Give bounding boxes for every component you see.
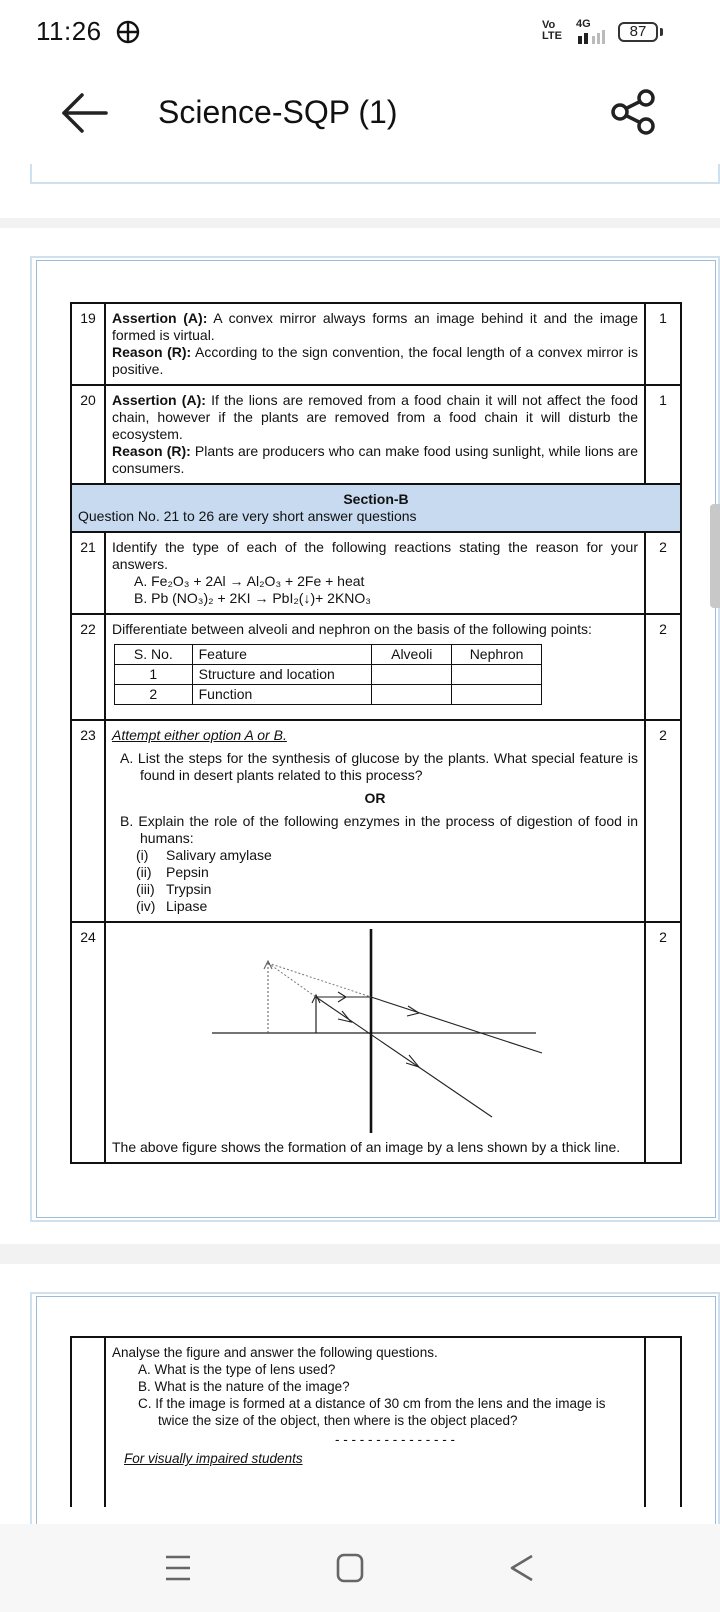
option-a: A. List the steps for the synthesis of glucose by the plants. What special feature is found in desert plants related to this process? [120, 750, 638, 783]
enzyme-list [112, 847, 638, 915]
section-header-row [71, 484, 681, 532]
item-text: Lipase [166, 898, 208, 914]
marks: 2 [645, 922, 681, 1163]
pdf-page-next [0, 1264, 720, 1524]
network-type: 4G [576, 18, 591, 30]
option-b: B. Explain the role of the following enzymes in the process of digestion of food in humans: [120, 813, 638, 846]
reaction-b: B. Pb (NO₃)₂ + 2KI → PbI₂(↓)+ 2KNO₃ [134, 590, 372, 606]
signal-icon [578, 30, 614, 44]
table-row [71, 922, 681, 1163]
question-text: Differentiate between alveoli and nephron on the basis of the following points: [112, 621, 592, 637]
question-20 [105, 385, 645, 484]
comparison-table [114, 644, 542, 705]
reaction-a: A. Fe₂O₃ + 2Al → Al₂O₃ + 2Fe + heat [134, 573, 365, 589]
table-row [71, 614, 681, 720]
item-text: Salivary amylase [166, 847, 272, 863]
cell-feature: Structure and location [192, 665, 372, 685]
arrowhead [406, 1055, 419, 1067]
part-a: A. What is the type of lens used? [138, 1362, 336, 1377]
header-feature: Feature [192, 645, 372, 665]
assertion-label: Assertion (A): [112, 392, 206, 408]
or-separator: OR [364, 790, 386, 806]
question-24 [105, 922, 645, 1163]
question-table [70, 302, 682, 1164]
part-c: C. If the image is formed at a distance of 30 cm from the lens and the image is twice the size of the object, then where is the object placed? [138, 1396, 606, 1428]
question-number: 21 [71, 532, 105, 614]
navigation-bar [0, 1524, 720, 1612]
item-num: (i) [136, 847, 149, 863]
cell-feature: Function [192, 685, 372, 705]
scrollbar-thumb[interactable] [710, 504, 720, 608]
question-23 [105, 720, 645, 922]
marks: 2 [645, 720, 681, 922]
volte-indicator: Vo LTE [542, 19, 562, 42]
cell-alveoli [372, 685, 452, 705]
reason-text: According to the sign convention, the focal length of a convex mirror is positive. [112, 344, 638, 377]
ray-extension [268, 963, 316, 997]
lens-ray-diagram [112, 929, 632, 1133]
question-24-parts [105, 1337, 645, 1507]
ray-optical-centre [316, 997, 492, 1117]
question-number: 22 [71, 614, 105, 720]
document-viewport[interactable] [0, 164, 720, 1524]
section-title: Section-B [343, 491, 409, 507]
page-frame [30, 164, 720, 184]
share-icon[interactable] [608, 86, 660, 138]
marks: 2 [645, 532, 681, 614]
section-subtitle: Question No. 21 to 26 are very short answer questions [78, 508, 417, 524]
analyse-intro: Analyse the figure and answer the following questions. [112, 1345, 438, 1360]
reason-label: Reason (R): [112, 443, 191, 459]
assertion-label: Assertion (A): [112, 310, 208, 326]
question-text: Identify the type of each of the following reactions stating the reason for your answers. [112, 539, 638, 572]
instruction-text: Attempt either option A or B. [112, 727, 287, 743]
table-row [71, 532, 681, 614]
reason-label: Reason (R): [112, 344, 192, 360]
table-row [115, 685, 542, 705]
header-nephron: Nephron [452, 645, 542, 665]
item-text: Pepsin [166, 864, 209, 880]
question-19 [105, 303, 645, 385]
list-item [136, 898, 638, 915]
status-time: 11:26 [36, 16, 102, 46]
assertion-text: A convex mirror always forms an image behind it and the image formed is virtual. [112, 310, 638, 343]
question-number [71, 1337, 105, 1507]
reason-text: Plants are producers who can make food using sunlight, while lions are consumers. [112, 443, 638, 476]
question-number: 20 [71, 385, 105, 484]
table-row [71, 385, 681, 484]
item-num: (iv) [136, 898, 156, 914]
item-num: (ii) [136, 864, 152, 880]
item-text: Trypsin [166, 881, 212, 897]
part-b: B. What is the nature of the image? [138, 1379, 350, 1394]
question-number: 19 [71, 303, 105, 385]
status-bar [0, 0, 720, 64]
list-item [136, 847, 638, 864]
header-alveoli: Alveoli [372, 645, 452, 665]
marks [645, 1337, 681, 1507]
pdf-page-current [0, 228, 720, 1244]
list-item [136, 881, 638, 898]
question-21 [105, 532, 645, 614]
arrow-left-icon[interactable] [58, 88, 112, 138]
table-row [71, 1337, 681, 1507]
battery-indicator: 87 [618, 22, 658, 42]
table-row [71, 720, 681, 922]
item-num: (iii) [136, 881, 155, 897]
cell-sno: 1 [115, 665, 193, 685]
ray-refracted [371, 997, 542, 1053]
table-row [115, 665, 542, 685]
battery-tip [660, 28, 663, 36]
cell-nephron [452, 685, 542, 705]
assertion-text: If the lions are removed from a food chain it will not affect the food chain, however if the plants are removed from a food chain it will disturb the ecosystem. [112, 392, 638, 442]
cell-nephron [452, 665, 542, 685]
ray-extension [268, 963, 371, 997]
separator-line: - - - - - - - - - - - - - - - [335, 1432, 455, 1447]
hash-icon [116, 20, 140, 44]
app-bar [0, 64, 720, 164]
marks: 1 [645, 303, 681, 385]
table-header-row [115, 645, 542, 665]
triangle-back-icon[interactable] [502, 1552, 542, 1584]
section-b-header [71, 484, 681, 532]
question-24-continued [70, 1336, 682, 1507]
home-icon[interactable] [330, 1552, 370, 1584]
marks: 1 [645, 385, 681, 484]
cell-alveoli [372, 665, 452, 685]
question-number: 23 [71, 720, 105, 922]
recents-icon[interactable] [158, 1552, 198, 1584]
document-title: Science-SQP (1) [158, 94, 398, 130]
question-22 [105, 614, 645, 720]
question-number: 24 [71, 922, 105, 1163]
table-row [71, 303, 681, 385]
marks: 2 [645, 614, 681, 720]
figure-caption: The above figure shows the formation of an image by a lens shown by a thick line. [112, 1139, 621, 1155]
visually-impaired-heading: For visually impaired students [124, 1451, 303, 1466]
cell-sno: 2 [115, 685, 193, 705]
list-item [136, 864, 638, 881]
header-sno: S. No. [115, 645, 193, 665]
pdf-page-previous [0, 164, 720, 218]
